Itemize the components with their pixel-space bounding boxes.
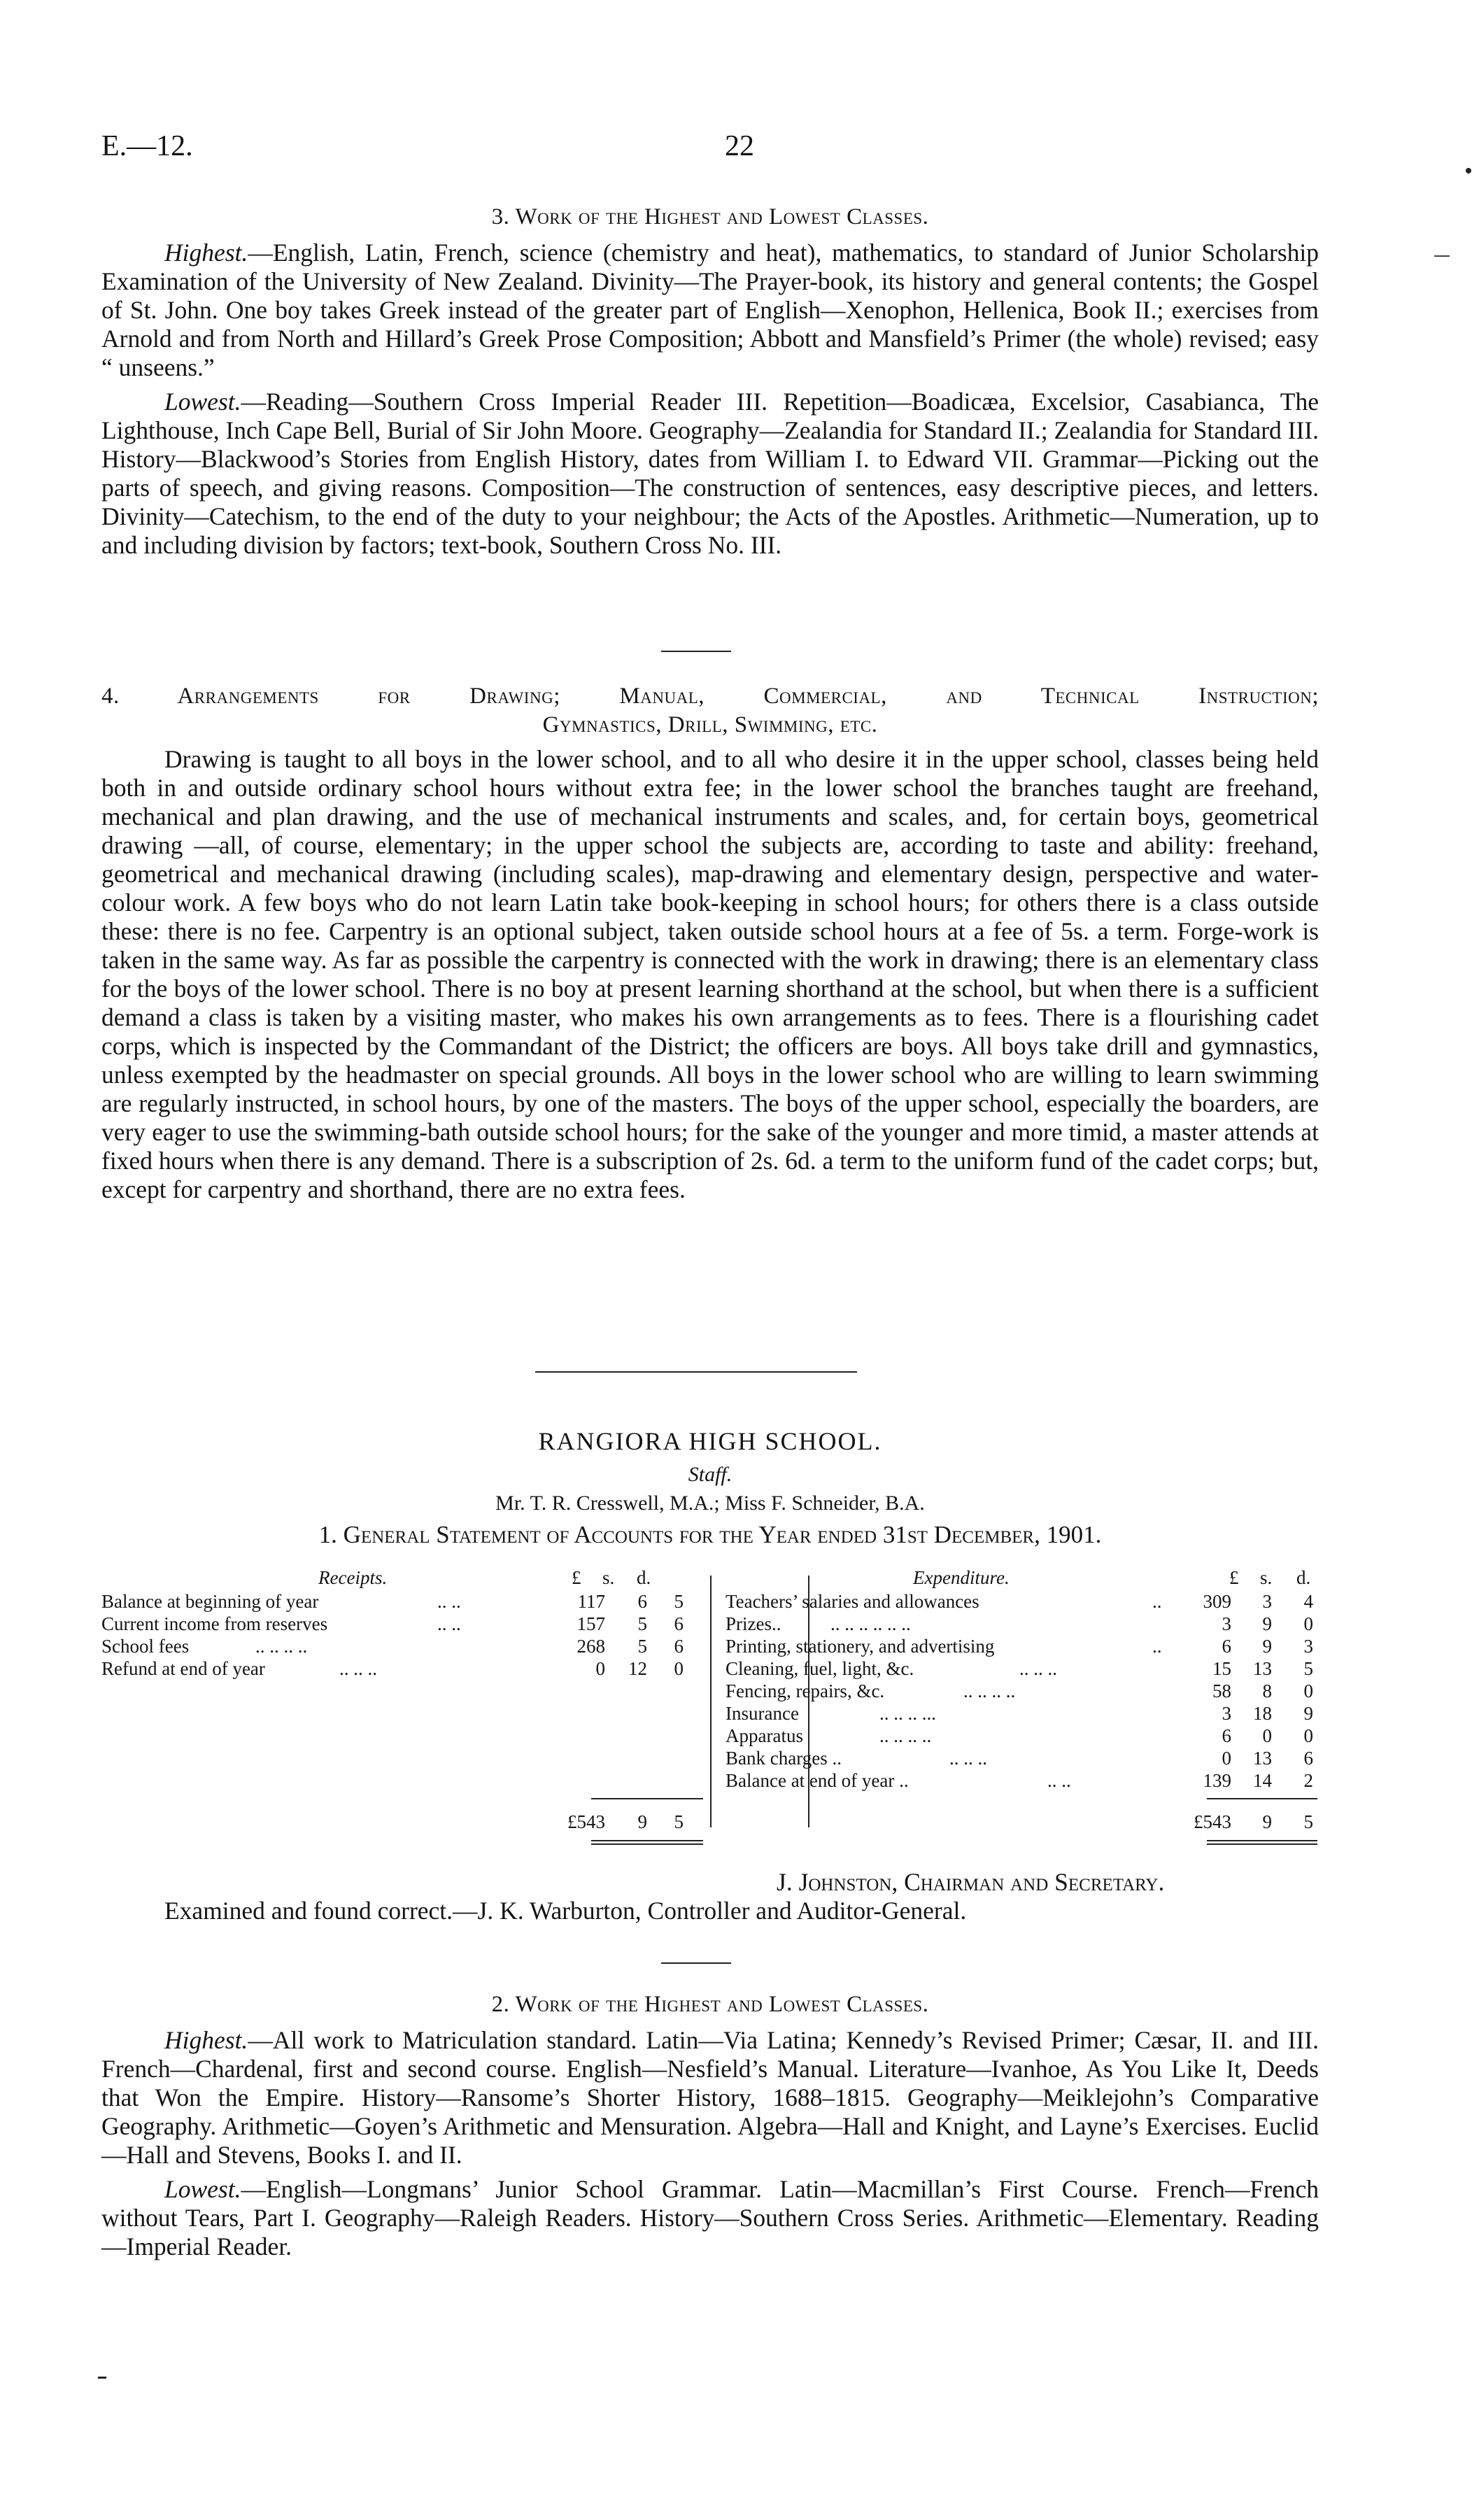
section-divider — [661, 651, 731, 652]
lowest-label: Lowest. — [164, 2175, 241, 2203]
highest-label: Highest. — [164, 2026, 248, 2054]
expenditure-row: Apparatus .. .. .. .. 6 0 0 — [726, 1725, 1313, 1746]
arrangements-heading-line1: 4. Arrangements for Drawing; Manual, Commercial, and Technical Instruction; — [101, 684, 1319, 709]
lowest-text: —Reading—Southern Cross Imperial Reader III. Repetition—Boadicæa, Excelsior, Casabianca, The Lighthouse, Inch Cape Bell, Burial of Sir John Moore. Geography—Zealandia for Standard II.; Zealandia for Standard III. History—Blackwood’s Stories from English History, dates from William I. to Edward VII. Grammar—Picking out the parts of speech, and giving reasons. Composition—The construction of sentences, easy descriptive pieces, and letters. Divinity—Catechism, to the end of the duty to your neighbour; the Acts of the Apostles. Arithmetic—Numeration, up to and including division by factors; text-book, Southern Cross No. III. — [101, 388, 1319, 559]
margin-mark — [1466, 168, 1471, 174]
section-divider — [661, 1962, 731, 1964]
examined-line: Examined and found correct.—J. K. Warburton, Controller and Auditor-General. — [164, 1897, 967, 1925]
expenditure-row: Prizes.. .. .. .. .. .. .. 3 9 0 — [726, 1613, 1313, 1634]
expenditure-row: Insurance .. .. .. ... 3 18 9 — [726, 1703, 1313, 1724]
expenditure-row: Teachers’ salaries and allowances .. 309 3 4 — [726, 1591, 1313, 1612]
receipts-unit-shillings: s. — [602, 1567, 615, 1588]
major-divider — [535, 1371, 857, 1373]
expenditure-row: Bank charges .. .. .. .. 0 13 6 — [726, 1748, 1313, 1769]
expenditure-row: Printing, stationery, and advertising .. 6 9 3 — [726, 1636, 1313, 1657]
lowest-text: —English—Longmans’ Junior School Grammar. Latin—Macmillan’s First Course. French—French without Tears, Part I. Geography—Raleigh Readers. History—Southern Cross Series. Arithmetic—Elementary. Reading—Imperial Reader. — [101, 2175, 1319, 2260]
margin-mark — [1434, 255, 1450, 257]
receipts-unit-pounds: £ — [572, 1567, 581, 1588]
highest-paragraph — [101, 2026, 1319, 2169]
expenditure-total-double-rule — [1207, 1840, 1317, 1845]
school-name: RANGIORA HIGH SCHOOL. — [538, 1427, 882, 1455]
receipts-heading: Receipts. — [318, 1567, 388, 1588]
section-heading: 3. Work of the Highest and Lowest Classes. — [491, 204, 929, 229]
section-work-classes-1 — [101, 203, 1319, 560]
staff-heading: Staff. — [688, 1463, 733, 1486]
accounts-table — [101, 1567, 1319, 1861]
arrangements-heading-line2: Gymnastics, Drill, Swimming, etc. — [542, 712, 878, 737]
expenditure-unit-shillings: s. — [1260, 1567, 1273, 1588]
receipts-total-double-rule — [591, 1840, 703, 1845]
document-reference: E.—12. — [101, 130, 193, 162]
receipt-row: Balance at beginning of year .. .. 117 6 5 — [101, 1591, 684, 1612]
section-work-classes-2 — [101, 1990, 1319, 2261]
signature-line: J. Johnston, Chairman and Secretary. — [777, 1868, 1165, 1896]
receipt-row: School fees .. .. .. .. 268 5 6 — [101, 1636, 684, 1657]
accounts-signatures — [101, 1868, 1319, 1925]
rangiora-section — [101, 1427, 1319, 1549]
staff-list: Mr. T. R. Cresswell, M.A.; Miss F. Schneider, B.A. — [495, 1492, 925, 1515]
left-rule — [710, 1576, 712, 1827]
expenditure-total-row: £543 9 5 — [1194, 1811, 1313, 1832]
expenditure-row: Balance at end of year .. .. .. 139 14 2 — [726, 1770, 1313, 1791]
receipts-total-row: £543 9 5 — [567, 1811, 684, 1832]
section-heading: 2. Work of the Highest and Lowest Classes. — [491, 1992, 929, 2017]
receipt-row: Refund at end of year .. .. .. 0 12 0 — [101, 1658, 684, 1679]
accounts-heading: 1. General Statement of Accounts for the Year ended 31st December, 1901. — [318, 1521, 1102, 1548]
lowest-paragraph — [101, 2175, 1319, 2261]
highest-paragraph — [101, 239, 1319, 382]
expenditure-unit-pence: d. — [1296, 1567, 1311, 1588]
section-arrangements — [101, 682, 1319, 1204]
highest-label: Highest. — [164, 239, 248, 267]
lowest-paragraph — [101, 388, 1319, 560]
expenditure-subtotal-rule — [1207, 1798, 1317, 1799]
highest-text: —All work to Matriculation standard. Latin—Via Latina; Kennedy’s Revised Primer; Cæsar, II. and III. French—Chardenal, first and second course. English—Nesfield’s Manual. Literature—Ivanhoe, As You Like It, Deeds that Won the Empire. History—Ransome’s Shorter History, 1688–1815. Geography—Meiklejohn’s Comparative Geography. Arithmetic—Goyen’s Arithmetic and Mensuration. Algebra—Hall and Knight, and Layne’s Exercises. Euclid—Hall and Stevens, Books I. and II. — [101, 2026, 1319, 2169]
expenditure-heading: Expenditure. — [913, 1567, 1010, 1588]
page-header — [101, 129, 1378, 171]
receipt-row: Current income from reserves .. .. 157 5 6 — [101, 1613, 684, 1634]
expenditure-unit-pounds: £ — [1229, 1567, 1239, 1588]
receipts-subtotal-rule — [591, 1798, 703, 1799]
lowest-label: Lowest. — [164, 388, 241, 416]
expenditure-row: Cleaning, fuel, light, &c. .. .. .. 15 13 5 — [726, 1658, 1313, 1679]
expenditure-row: Fencing, repairs, &c. .. .. .. .. 58 8 0 — [726, 1680, 1313, 1701]
page-number: 22 — [725, 130, 754, 162]
receipts-unit-pence: d. — [637, 1567, 651, 1588]
margin-mark — [98, 2377, 106, 2379]
arrangements-body: Drawing is taught to all boys in the lower school, and to all who desire it in the upper school, classes being held both in and outside ordinary school hours without extra fee; in the lower school the branches taught are freehand, mechanical and plan drawing, and the use of mechanical instruments and scales, and, for certain boys, geometrical drawing —all, of course, elementary; in the upper school the subjects are, according to taste and ability: freehand, geometrical and mechanical drawing (including scales), map-drawing and elementary design, perspective and water-colour work. A few boys who do not learn Latin take book-keeping in school hours; for others there is a class outside these: there is no fee. Carpentry is an optional subject, taken outside school hours at a fee of 5s. a term. Forge-work is taken in the same way. As far as possible the carpentry is connected with the work in drawing; there is an elementary class for the boys of the lower school. There is no boy at present learning shorthand at the school, but when there is a sufficient demand a class is taken by a visiting master, who makes his own arrangements as to fees. There is a flourishing cadet corps, which is inspected by the Commandant of the District; the officers are boys. All boys take drill and gymnastics, unless exempted by the headmaster on special grounds. All boys in the lower school who are willing to learn swimming are regularly instructed, in school hours, by one of the masters. The boys of the upper school, especially the boarders, are very eager to use the swimming-bath outside school hours; for the sake of the younger and more timid, a master attends at fixed hours when there is any demand. There is a subscription of 2s. 6d. a term to the uniform fund of the cadet corps; but, except for carpentry and shorthand, there are no extra fees. — [101, 745, 1319, 1203]
highest-text: —English, Latin, French, science (chemistry and heat), mathematics, to standard of Junior Scholarship Examination of the University of New Zealand. Divinity—The Prayer-book, its history and general contents; the Gospel of St. John. One boy takes Greek instead of the greater part of English—Xenophon, Hellenica, Book II.; exercises from Arnold and from North and Hillard’s Greek Prose Composition; Abbott and Mansfield’s Primer (the whole) revised; easy “ unseens.” — [101, 239, 1319, 381]
